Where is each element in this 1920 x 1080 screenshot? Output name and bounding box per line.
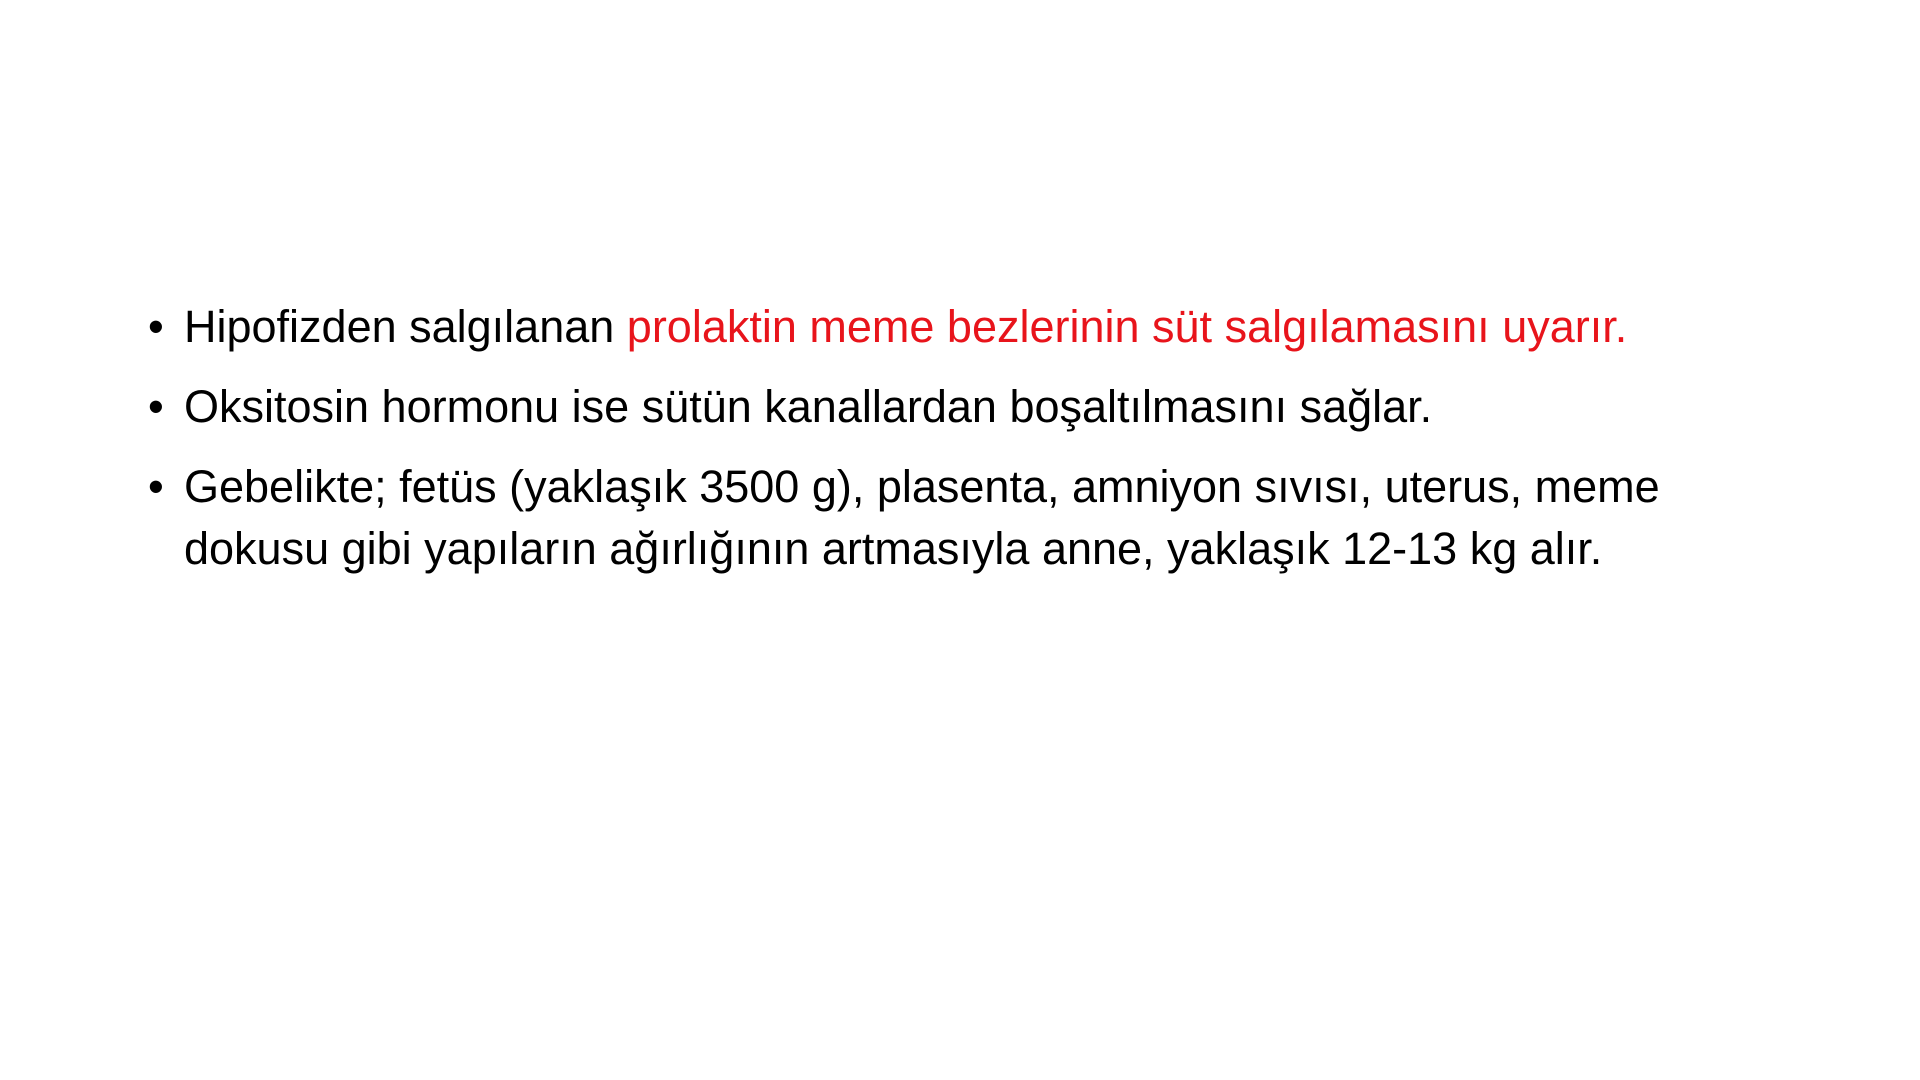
bullet-icon: • (148, 301, 164, 352)
bullet-icon: • (148, 461, 164, 512)
bullet-item-prolaktin (140, 296, 1800, 358)
bullet-icon: • (148, 381, 164, 432)
bullet-list (140, 296, 1800, 580)
bullet-text-normal: Gebelikte; fetüs (yaklaşık 3500 g), plasenta, amniyon sıvısı, uterus, meme dokusu gibi yapıların ağırlığının artmasıyla anne, yaklaşık 12-13 kg alır. (184, 461, 1660, 574)
bullet-text-normal: Oksitosin hormonu ise sütün kanallardan boşaltılmasını sağlar. (184, 381, 1433, 432)
slide-content (140, 296, 1800, 598)
bullet-text-normal: Hipofizden salgılanan (184, 301, 627, 352)
bullet-text-highlight: prolaktin meme bezlerinin süt salgılamasını uyarır. (626, 301, 1628, 352)
bullet-item-gebelik (140, 456, 1800, 580)
bullet-item-oksitosin (140, 376, 1800, 438)
